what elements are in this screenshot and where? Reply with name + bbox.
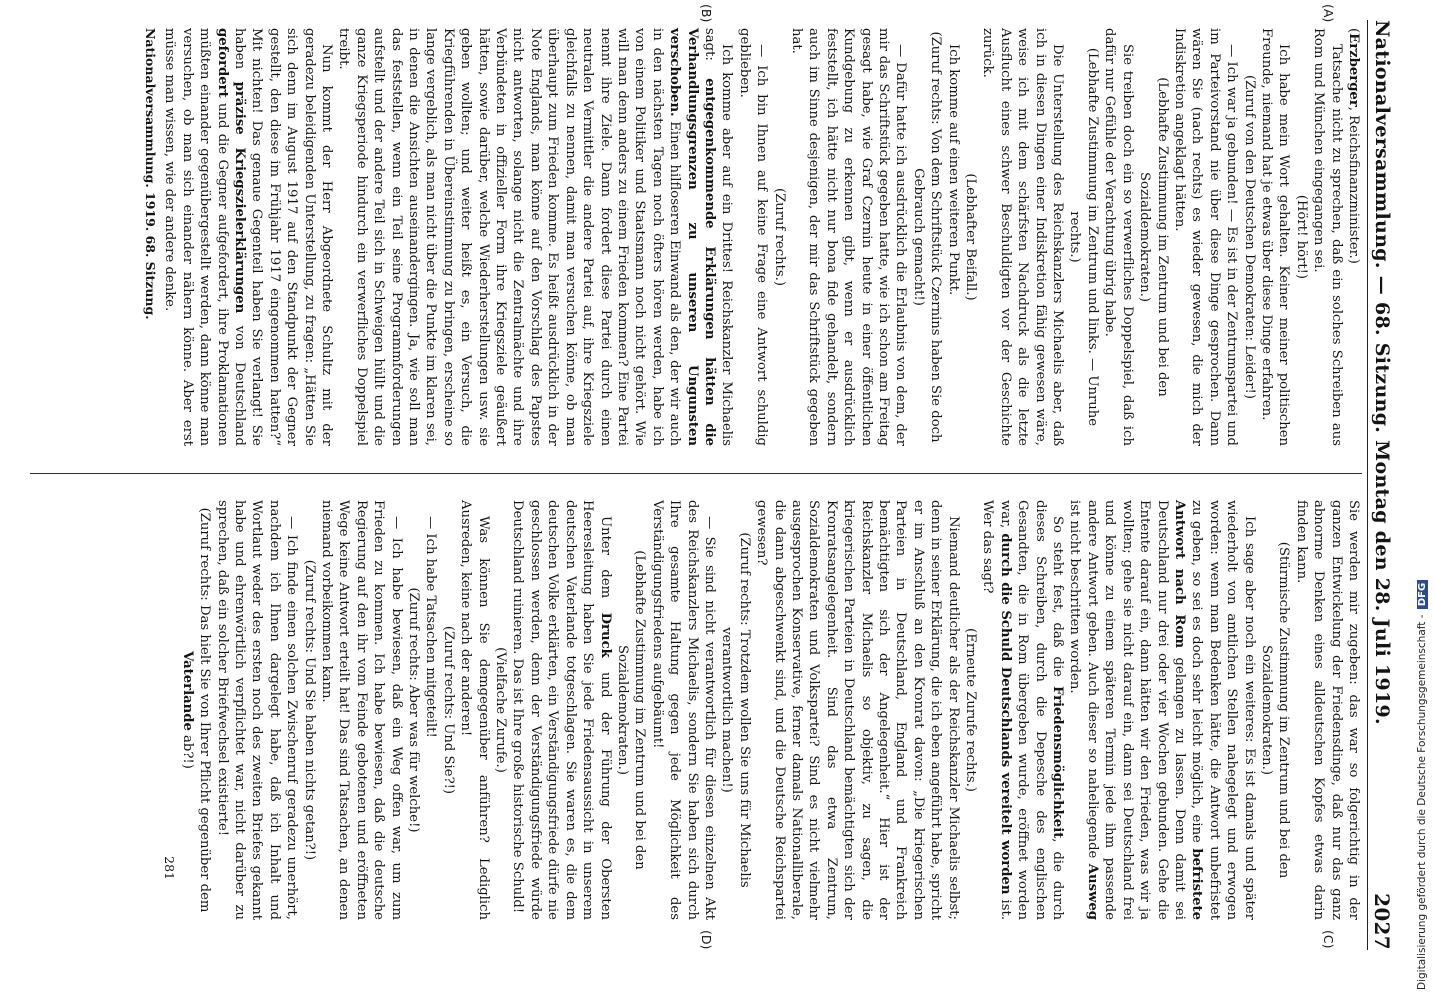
margin-marker-b: (B) [699, 4, 714, 23]
margin-marker-d: (D) [699, 930, 714, 950]
margin-marker-a: (A) [1321, 4, 1336, 23]
right-column-paragraph: Ich sage aber noch ein weiteres: Es ist damals und später wiederholt von amtlichen Stellen nahegelegt und erwogen worden: wenn man Bedenken hätte, die Antwort unbefristet zu geben, so sei es doch sehr leicht möglich, eine befristete Antwort nach Rom gelangen zu lassen. Denn damit sei Deutschland nur drei oder vier Wochen gebunden. Gehe die Entente darauf ein, dann hätten wir den Frieden, was wir ja wollten; gehe sie nicht darauf ein, dann sei Deutschland frei und könne zu einem späteren Termin jede ihm passende andere Antwort geben. Auch dieser so naheliegende Ausweg ist nicht beschritten worden. [1067, 500, 1257, 920]
left-column-paragraph: Ich komme aber auf ein Drittes! Reichskanzler Michaelis sagt: entgegenkommende Erklärungen hätten die Verhandlungsgrenzen zu unseren Ungunsten verschoben. Einen hilfloseren Einwand als den, der wir auch in den nächsten Tagen noch öfters hören werden, habe ich von einem Politiker und Staatsmann noch nicht gehört. Wie will man denn anders zu einem Frieden kommen? Eine Partei nennt ihre Ziele. Dann fordert diese Partei durch einen neutralen Vermittler die andere Partei auf, ihre Kriegsziele gleichfalls zu nennen, damit man versuchen könne, ob man überhaupt zum Frieden komme. Es heißt ausdrücklich in der Note Englands, man könne auf den Vorschlag des Papstes nicht antworten, solange nicht die Zentralmächte und ihre Verbündeten in offizieller Form ihre Kriegsziele geäußert hätten, sowie darüber, welche Wiederherstellungen usw. sie geben wollten; und weiter heißt es, ein Versuch, die Kriegführenden in Übereinstimmung zu bringen, erscheine so lange vergeblich, als man nicht über die Punkte im klaren sei, in denen die Ansichten auseinandergingen. Ja, wie soll man das feststellen, wenn ein Teil seine Programmforderungen aufstellt und der andere Teil sich in Schweigen hüllt und die ganze Kriegsperiode hindurch ein verwerfliches Doppelspiel treibt. [336, 28, 735, 446]
left-column-paragraph: — Ich war ja gebunden! — Es ist in der Zentrumspartei und im Parteivorstand nie über diese Dinge gesprochen. Dann wären Sie (nach rechts) es wieder gewesen, die mich der Indiskretion angeklagt hätten. [1171, 28, 1240, 446]
left-column-paragraph: (Zuruf rechts.) [771, 187, 787, 287]
right-column-paragraph: (Zuruf rechts: Und Sie haben nichts getan?!) [301, 559, 317, 861]
left-column-paragraph: (Hört! hört!) [1293, 194, 1309, 280]
digitization-credit [1416, 580, 1428, 990]
right-column-paragraph: 281 [162, 856, 178, 880]
right-column-paragraph: — Ich habe bewiesen, daß ein Weg offen war, um zum Frieden zu kommen. Ich habe bewiesen, daß die deutsche Regierung auf den ihr vom Feinde gebotenen und eröffneten Wege keine Antwort erteilt hat! Das sind Tatsachen, an denen niemand vorbeikommen kann. [319, 500, 404, 920]
right-column [30, 500, 1362, 920]
left-column-paragraph: Die Unterstellung des Reichskanzlers Michaelis aber, daß ich in diesen Dingen einer Indiskretion fähig gewesen wäre, weise ich mit dem schärfsten Nachdruck als die letzte Ausflucht eines schwer Beschuldigten vor der Geschichte zurück. [980, 28, 1066, 446]
right-column-paragraph: So steht fest, daß die Friedensmöglichkeit, die durch dieses Schreiben, durch die Depesche des englischen Gesandten, die in Rom übergeben wurde, eröffnet worden war, durch die Schuld Deutschlands vereitelt worden ist. Wer das sagt? [980, 500, 1066, 921]
left-column-paragraph: Tatsache nicht zu sprechen, daß ein solches Schreiben aus Rom und München eingegangen sei. [1311, 28, 1344, 446]
left-column-paragraph: (Zuruf rechts: Von dem Schriftstück Czernins haben Sie doch Gebrauch gemacht!) [910, 31, 944, 443]
left-column-paragraph: Nationalversammlung. 1919. 68. Sitzung. [142, 28, 158, 320]
left-column-paragraph: — Ich bin Ihnen auf keine Frage eine Antwort schuldig geblieben. [736, 28, 770, 446]
left-column-paragraph: Ich habe mein Wort gehalten. Keiner meiner politischen Freunde, niemand hat je etwas über diese Dinge erfahren. [1258, 28, 1292, 446]
right-column-paragraph: (Zuruf rechts: Trotzdem wollen Sie uns für Michaelis verantwortlich machen!) [719, 532, 752, 888]
left-column-paragraph: (Lebhafter Beifall.) [963, 173, 979, 301]
column-rule [30, 473, 1362, 474]
margin-marker-c: (C) [1321, 930, 1336, 949]
left-column-paragraph: (Zuruf von den Deutschen Demokraten: Leider!) [1241, 75, 1257, 399]
right-column-paragraph: Sie werden mir zugeben: das war so folgerichtig in der ganzen Entwickelung der Friedensdinge, daß nur das ganz abnorme Denken eines alldeutschen Kopfes etwas darin finden kann. [1293, 500, 1361, 920]
running-header [1370, 20, 1394, 950]
right-column-paragraph: Unter dem Druck und der Führung der Obersten Heeresleitung haben Sie jede Friedensaussicht in unserem deutschen Vaterlande totgeschlagen. Sie waren es, die dem deutschen Volke erklärten, ein Verständigungsfriede dürfe nie geschlossen werden, denn der Verständigungsfriede würde Deutschland ruinieren. Das ist Ihre große historische Schuld! [510, 500, 613, 920]
dfg-logo: DFG [1417, 580, 1428, 609]
header-title: Nationalversammlung. — 68. Sitzung. Montag den 28. Juli 1919. [1371, 20, 1393, 725]
right-column-paragraph: (Vielfache Zurufe.) [493, 647, 509, 773]
right-column-paragraph: — Sie sind nicht verantwortlich für diesen einzelnen Akt des Reichskanzlers Michaelis, sondern Sie haben sich durch Ihre gesamte Haltung gegen jede Möglichkeit des Verständigungsfriedens aufgebäumt! [649, 500, 717, 920]
left-column [30, 28, 1362, 446]
right-column-paragraph: (Zuruf rechts: Aber was für welche!) [406, 587, 422, 833]
right-column-paragraph: Was können Sie demgegenüber anführen? Lediglich Ausreden, keine nach der anderen! [458, 500, 491, 920]
left-column-paragraph: Nun kommt der Herr Abgeordnete Schultz mit der geradezu beleidigenden Unterstellung, zu fragen: „Hätten Sie sich denn im August 1917 auf den Standpunkt der Gegner gestellt, den diese im Frühjahr 1917 eingenommen hatten?“ Mit nichten! Das genaue Gegenteil haben Sie verlangt! Sie haben präzise Kriegszielerklärungen von Deutschland gefordert und die Gegner aufgefordert, ihre Proklamationen müßten einander gegenübergestellt werden, dann könne man versuchen, ob man sich einander nähern könne. Aber erst müsse man wissen, wie der andere denke. [162, 28, 335, 446]
page-number: 2027 [1370, 893, 1394, 950]
left-column-paragraph: (Lebhafte Zustimmung im Zentrum und bei den Sozialdemokraten.) [1137, 77, 1170, 397]
right-column-paragraph: (Stürmische Zustimmung im Zentrum und bei den Sozialdemokraten.) [1258, 541, 1292, 879]
left-column-paragraph: — Dafür hatte ich ausdrücklich die Erlaubnis von dem, der mir das Schriftstück gegeben hatte, wie ich schon am Freitag gesagt habe, wie Graf Czernin heute in einer öffentlichen Kundgebung zu erkennen gibt, wenn er ausdrücklich feststellt, ich hätte nicht nur bona fide gehandelt, sondern auch im Sinne desjenigen, der mir das Schriftstück gegeben hat. [789, 28, 909, 446]
right-column-paragraph: — Ich habe Tatsachen mitgeteilt! [423, 516, 439, 738]
left-column-paragraph: Sie treiben doch ein so verwerfliches Doppelspiel, daß ich dafür nur Gefühle der Verachtung übrig habe. [1102, 28, 1135, 446]
right-column-paragraph: Niemand deutlicher als der Reichskanzler Michaelis selbst; denn in seiner Erklärung, die ich eben angeführt habe, spricht er im Anschluß an den Kronrat davon: „Die kriegerischen Parteien in Deutschland, England und Frankreich bemächtigten sich der Angelegenheit.“ Hier ist der Reichskanzler Michaelis so objektiv, zu sagen, die kriegerischen Parteien in Deutschland bemächtigten sich der Kronratsangelegenheit. Sind das etwa Zentrum, Sozialdemokraten und Volkspartei? Sind es nicht vielmehr ausgesprochen Konservative, ferner damals Nationalliberale, die dann abgeschwenkt sind, und die Deutsche Reichspartei gewesen? [754, 500, 961, 920]
credit-text: Digitalisierung gefördert durch die Deutsche Forschungsgemeinschaft - [1416, 614, 1428, 990]
header-rule [1367, 20, 1368, 950]
left-column-paragraph: (Erzberger, Reichsfinanzminister.) [1346, 28, 1361, 264]
left-column-paragraph: (Lebhafte Zustimmung im Zentrum und links. — Unruhe rechts.) [1067, 47, 1100, 427]
right-column-paragraph: — Ich finde einen solchen Zwischenruf geradezu unerhört, nachdem ich Ihnen dargelegt habe, daß ich Inhalt und Wortlaut weder des ersten noch des zweiten Briefes gekannt habe und ehrenwörtlich verpflichtet war, nicht darüber zu sprechen, daß ein solcher Briefwechsel existierte! [214, 500, 300, 920]
right-column-paragraph: (Lebhafte Zustimmung im Zentrum und bei den Sozialdemokraten.) [614, 550, 648, 870]
right-column-paragraph: (Erneute Zurufe rechts.) [963, 628, 979, 792]
right-column-paragraph: (Zuruf rechts: Und Sie?!) [440, 625, 456, 795]
left-column-paragraph: Ich komme auf einen weiteren Punkt. [945, 44, 961, 296]
right-column-paragraph: (Zuruf rechts: Das hielt Sie von Ihrer Pflicht gegenüber dem Vaterlande ab?!) [179, 507, 213, 913]
